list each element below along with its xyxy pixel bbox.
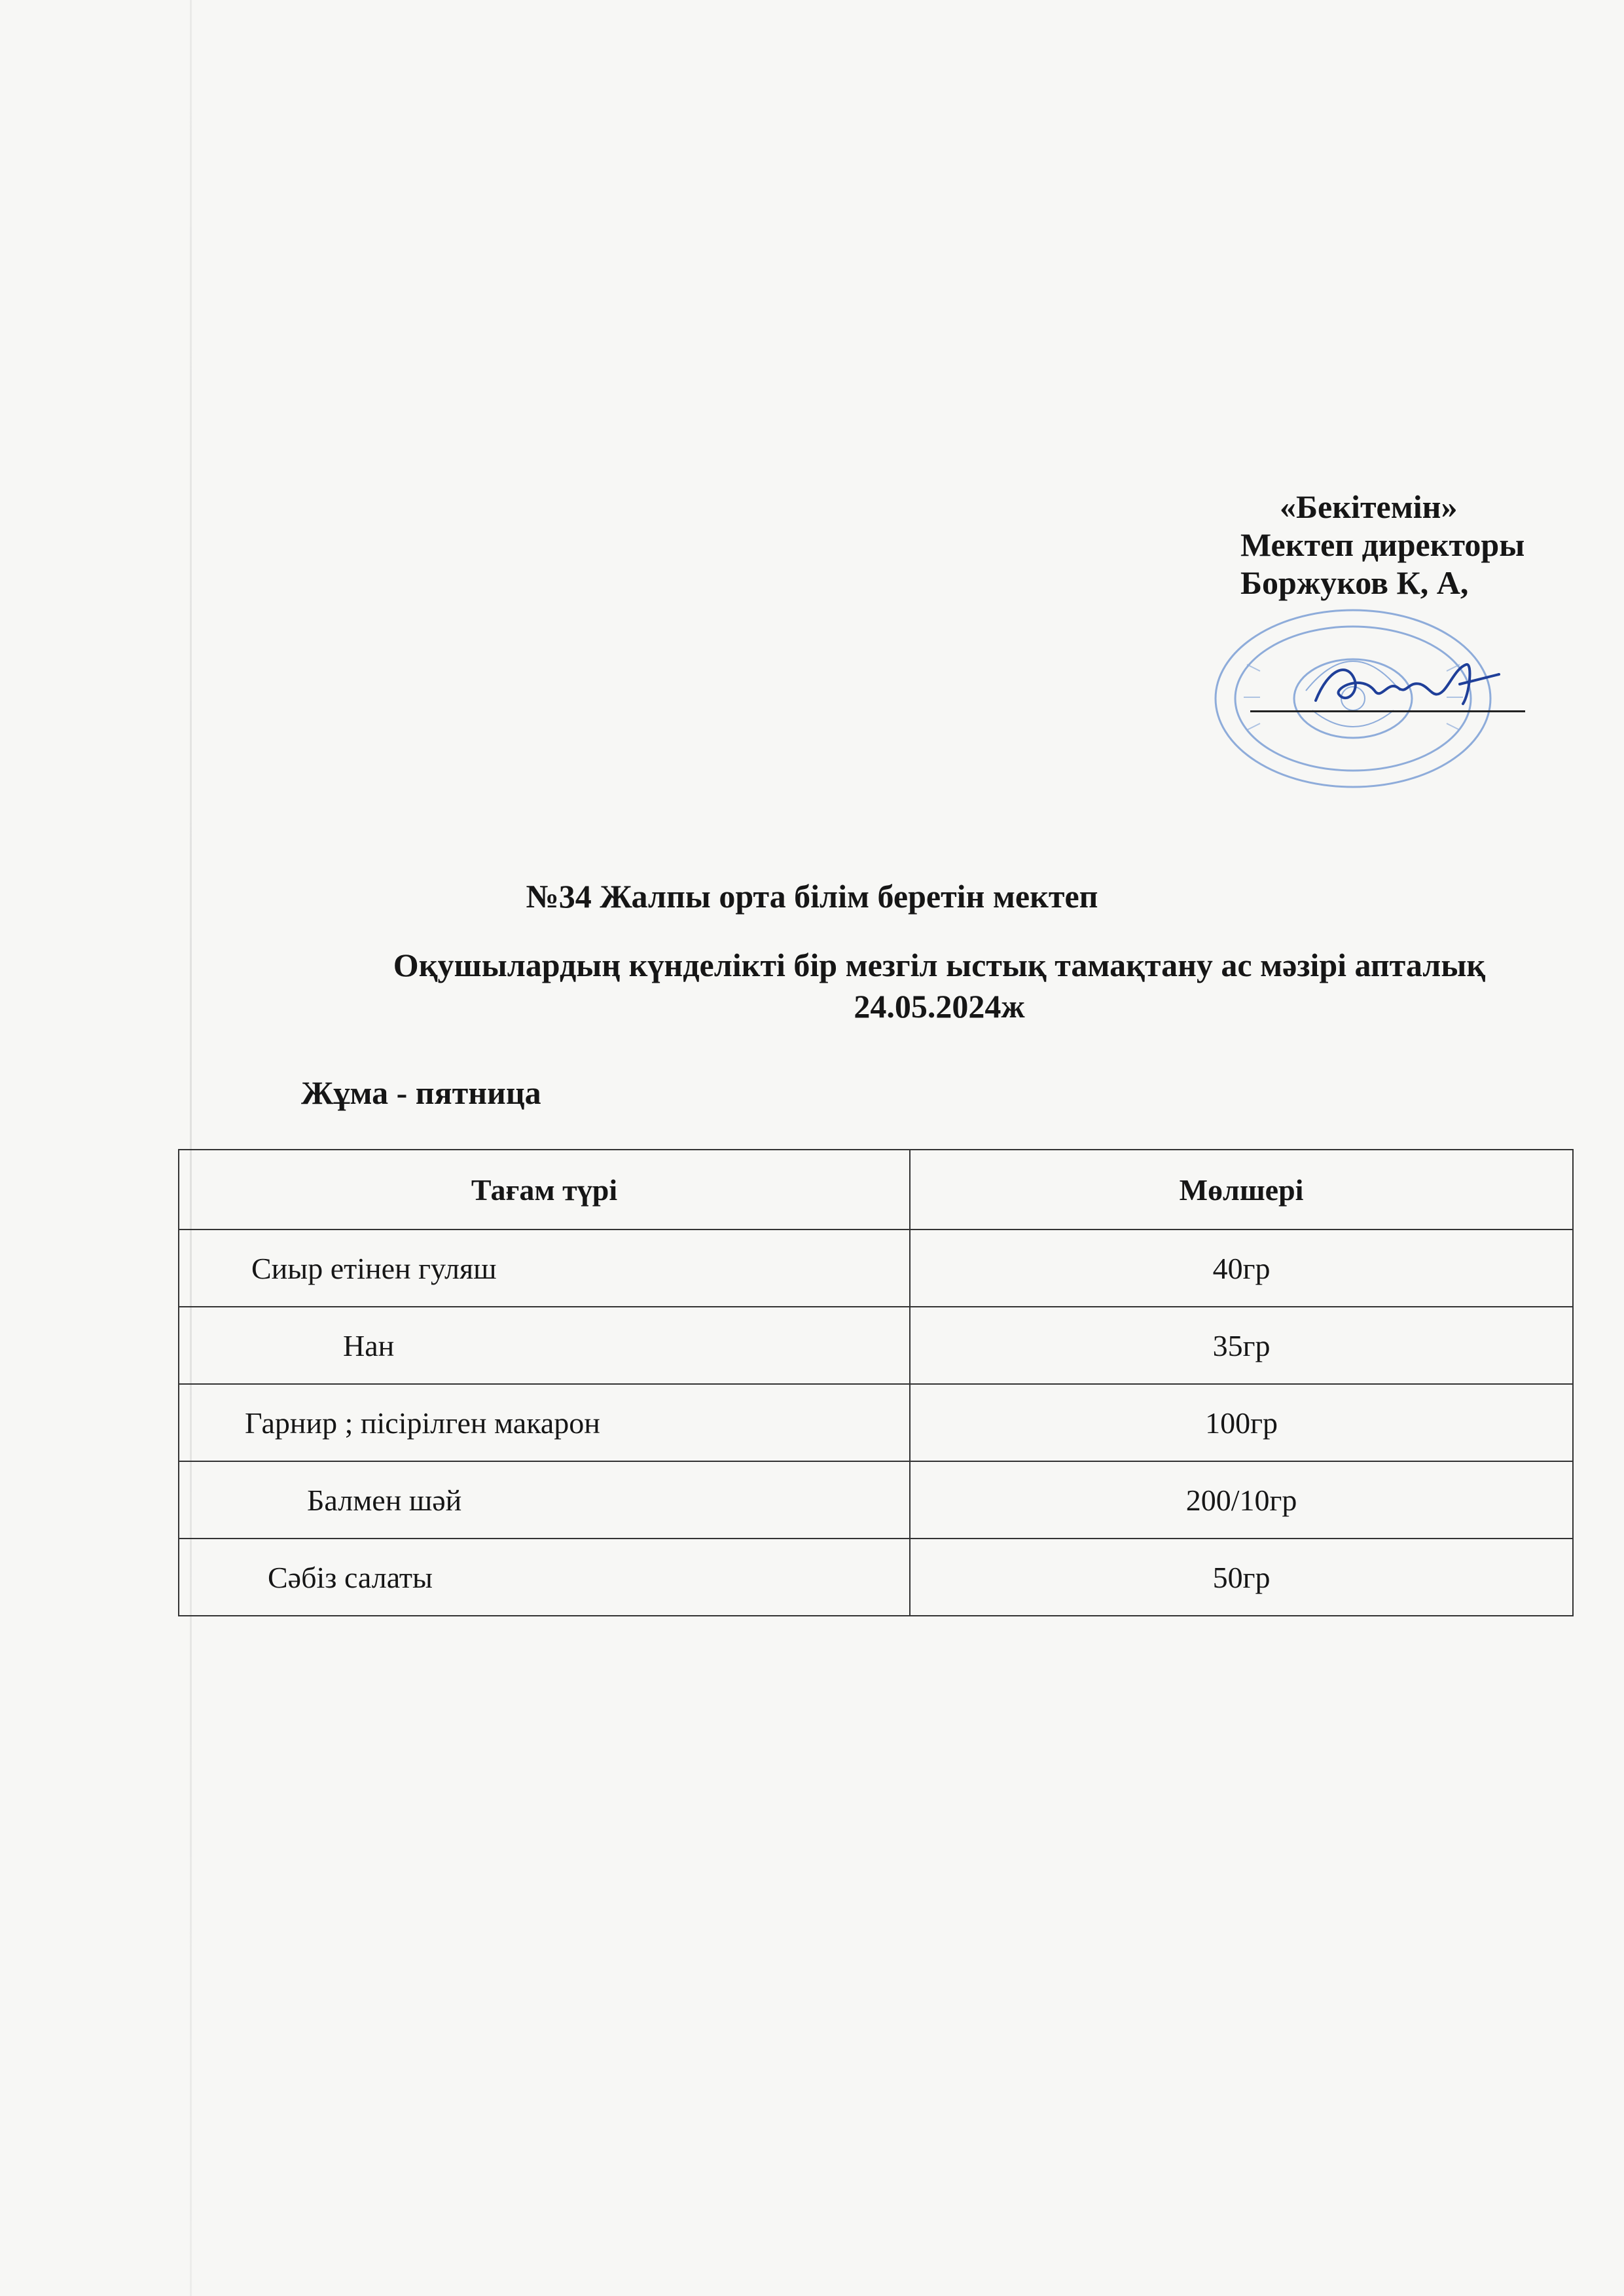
dish-quantity: 200/10гр [910, 1461, 1573, 1539]
menu-date: 24.05.2024ж [854, 988, 1025, 1025]
dish-quantity: 50гр [910, 1539, 1573, 1616]
approval-block [1240, 488, 1607, 602]
table-header-row [179, 1150, 1573, 1230]
dish-name: Сәбіз салаты [179, 1539, 910, 1616]
table-row [179, 1539, 1573, 1616]
dish-name: Нан [179, 1307, 910, 1384]
day-of-week: Жұма - пятница [301, 1074, 541, 1111]
dish-quantity: 35гр [910, 1307, 1573, 1384]
menu-subtitle-text: Оқушылардың күнделікті бір мезгіл ыстық тамақтану ас мәзірі апталық [393, 947, 1486, 983]
school-title: №34 Жалпы орта білім беретін мектеп [526, 878, 1098, 915]
director-signature [1309, 655, 1506, 714]
menu-subtitle [298, 945, 1581, 1027]
table-row [179, 1384, 1573, 1461]
signature-line [1250, 710, 1525, 712]
approval-director-name: Боржуков К, А, [1240, 564, 1469, 601]
dish-name: Гарнир ; пісірілген макарон [179, 1384, 910, 1461]
dish-name: Балмен шәй [179, 1461, 910, 1539]
header-quantity: Мөлшері [910, 1150, 1573, 1230]
table-row [179, 1307, 1573, 1384]
header-dish-type: Тағам түрі [179, 1150, 910, 1230]
dish-quantity: 100гр [910, 1384, 1573, 1461]
dish-quantity: 40гр [910, 1230, 1573, 1307]
approval-title: «Бекітемін» [1280, 488, 1458, 525]
approval-position: Мектеп директоры [1240, 526, 1525, 563]
menu-table [178, 1149, 1574, 1616]
table-row [179, 1230, 1573, 1307]
dish-name: Сиыр етінен гуляш [179, 1230, 910, 1307]
scan-fold-line [190, 0, 192, 2296]
table-row [179, 1461, 1573, 1539]
